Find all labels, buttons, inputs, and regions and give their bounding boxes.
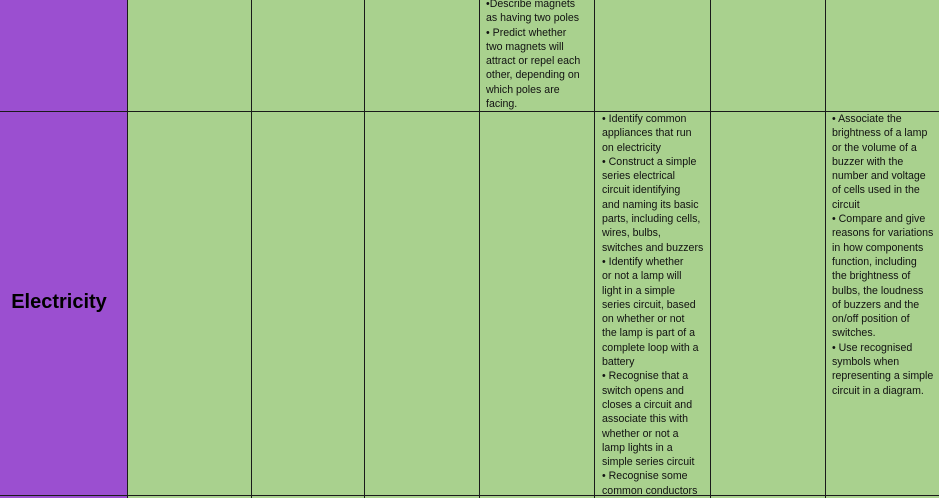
electricity-objectives-year4: • Identify common appliances that run on electricity • Construct a simple series electrical circuit identifying and naming its basic parts, including cells, wires, bulbs, switches and buzzers • Identify whether or not a lamp will light in a simple series circuit, based on whether or not the lamp is part of a complete loop with a battery • Recognise that a switch opens and closes a circuit and associate this with whether or not a lamp lights in a simple series circuit • Recognise some common conductors <box>602 113 704 497</box>
row-divider-bottom <box>0 495 939 496</box>
column-4 <box>365 0 480 498</box>
column-7 <box>711 0 826 498</box>
electricity-objectives-year6: • Associate the brightness of a lamp or the volume of a buzzer with the number and voltage of cells used in the circuit • Compare and give reasons for variations in how components function, including the brightness of bulbs, the loudness of buzzers and the on/off position of switches. • Use recognised symbols when representing a simple circuit in a diagram. <box>832 113 934 397</box>
row-divider <box>0 111 939 112</box>
topic-column <box>0 0 128 498</box>
column-2 <box>128 0 252 498</box>
topic-electricity: Electricity <box>11 291 107 313</box>
column-3 <box>252 0 365 498</box>
magnets-objectives: •Describe magnets as having two poles • Predict whether two magnets will attract or repel each other, depending on which poles are facing. <box>486 0 581 111</box>
